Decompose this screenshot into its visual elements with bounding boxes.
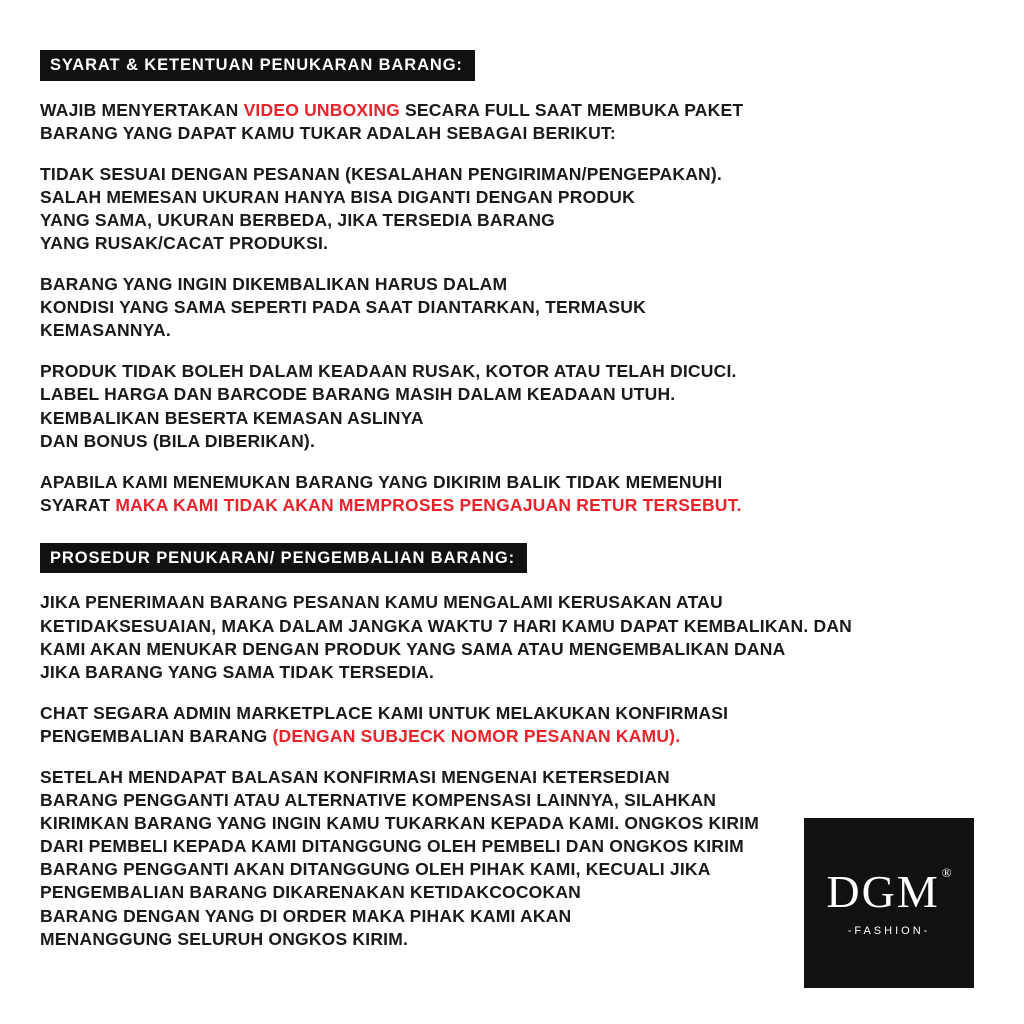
brand-logo-text: DGM [826,866,940,917]
procedure-item-3-line-8: MENANGGUNG SELURUH ONGKOS KIRIM. [40,928,409,949]
terms-item-4-highlight: MAKA KAMI TIDAK AKAN MEMPROSES PENGAJUAN RETUR TERSEBUT. [115,494,742,515]
section-2-wrapper [40,543,984,574]
spacer [40,145,860,163]
terms-item-3-line-1: PRODUK TIDAK BOLEH DALAM KEADAAN RUSAK, KOTOR ATAU TELAH DICUCI. [40,361,737,382]
procedure-item-3-line-6: PENGEMBALIAN BARANG DIKARENAKAN KETIDAKCOCOKAN [40,882,582,903]
procedure-item-3-line-7: BARANG DENGAN YANG DI ORDER MAKA PIHAK KAMI AKAN [40,905,572,926]
procedure-item-3-line-3: KIRIMKAN BARANG YANG INGIN KAMU TUKARKAN KEPADA KAMI. ONGKOS KIRIM [40,813,760,834]
procedure-item-1-line-3: KAMI AKAN MENUKAR DENGAN PRODUK YANG SAMA ATAU MENGEMBALIKAN DANA [40,638,786,659]
terms-item-4-line-1: APABILA KAMI MENEMUKAN BARANG YANG DIKIRIM BALIK TIDAK MEMENUHI [40,471,723,492]
terms-item-2-line-2: KONDISI YANG SAMA SEPERTI PADA SAAT DIANTARKAN, TERMASUK [40,297,646,318]
procedure-item-1-line-4: JIKA BARANG YANG SAMA TIDAK TERSEDIA. [40,661,435,682]
procedure-item-3-line-2: BARANG PENGGANTI ATAU ALTERNATIVE KOMPENSASI LAINNYA, SILAHKAN [40,790,717,811]
terms-line-1-highlight: VIDEO UNBOXING [243,99,400,120]
terms-line-1 [40,99,860,122]
procedure-item-1-line-1: JIKA PENERIMAAN BARANG PESANAN KAMU MENGALAMI KERUSAKAN ATAU [40,592,723,613]
procedure-item-3-line-5: BARANG PENGGANTI AKAN DITANGGUNG OLEH PIHAK KAMI, KECUALI JIKA [40,859,711,880]
terms-item-3-line-4: DAN BONUS (BILA DIBERIKAN). [40,430,316,451]
spacer [40,342,860,360]
terms-line-1-part-2: SECARA FULL SAAT MEMBUKA PAKET [400,99,744,120]
terms-item-4-line-2 [40,494,860,517]
procedure-item-3-line-4: DARI PEMBELI KEPADA KAMI DITANGGUNG OLEH PEMBELI DAN ONGKOS KIRIM [40,836,744,857]
terms-item-1-line-3: YANG SAMA, UKURAN BERBEDA, JIKA TERSEDIA BARANG [40,209,555,230]
procedure-item-3-line-1: SETELAH MENDAPAT BALASAN KONFIRMASI MENGENAI KETERSEDIAN [40,766,670,787]
terms-item-1-line-2: SALAH MEMESAN UKURAN HANYA BISA DIGANTI DENGAN PRODUK [40,186,635,207]
spacer [40,453,860,471]
terms-item-2-line-3: KEMASANNYA. [40,320,171,341]
terms-body [40,99,860,517]
brand-logo [804,818,974,988]
procedure-item-2-line-1: CHAT SEGARA ADMIN MARKETPLACE KAMI UNTUK MELAKUKAN KONFIRMASI [40,702,729,723]
terms-item-1-line-1: TIDAK SESUAI DENGAN PESANAN (KESALAHAN PENGIRIMAN/PENGEPAKAN). [40,163,722,184]
procedure-item-2-line-2 [40,725,860,748]
terms-line-2: BARANG YANG DAPAT KAMU TUKAR ADALAH SEBAGAI BERIKUT: [40,122,616,143]
spacer [40,748,860,766]
section-heading-procedure: PROSEDUR PENUKARAN/ PENGEMBALIAN BARANG: [40,543,527,574]
terms-item-2-line-1: BARANG YANG INGIN DIKEMBALIKAN HARUS DALAM [40,274,508,295]
procedure-item-2-line-2-part-1: PENGEMBALIAN BARANG [40,725,273,746]
registered-trademark-icon: ® [941,864,954,880]
terms-item-4-line-2-part-1: SYARAT [40,494,116,515]
terms-line-1-part-1: WAJIB MENYERTAKAN [40,99,244,120]
procedure-item-1-line-2: KETIDAKSESUAIAN, MAKA DALAM JANGKA WAKTU 7 HARI KAMU DAPAT KEMBALIKAN. DAN [40,615,852,636]
terms-item-3-line-3: KEMBALIKAN BESERTA KEMASAN ASLINYA [40,407,424,428]
spacer [40,684,860,702]
procedure-body [40,591,860,950]
procedure-item-2-highlight: (DENGAN SUBJECK NOMOR PESANAN KAMU). [272,725,681,746]
brand-logo-tagline: -FASHION- [847,925,931,937]
brand-logo-name [826,864,954,917]
section-heading-terms: SYARAT & KETENTUAN PENUKARAN BARANG: [40,50,475,81]
terms-item-3-line-2: LABEL HARGA DAN BARCODE BARANG MASIH DALAM KEADAAN UTUH. [40,384,676,405]
terms-item-1-line-4: YANG RUSAK/CACAT PRODUKSI. [40,232,329,253]
spacer [40,255,860,273]
